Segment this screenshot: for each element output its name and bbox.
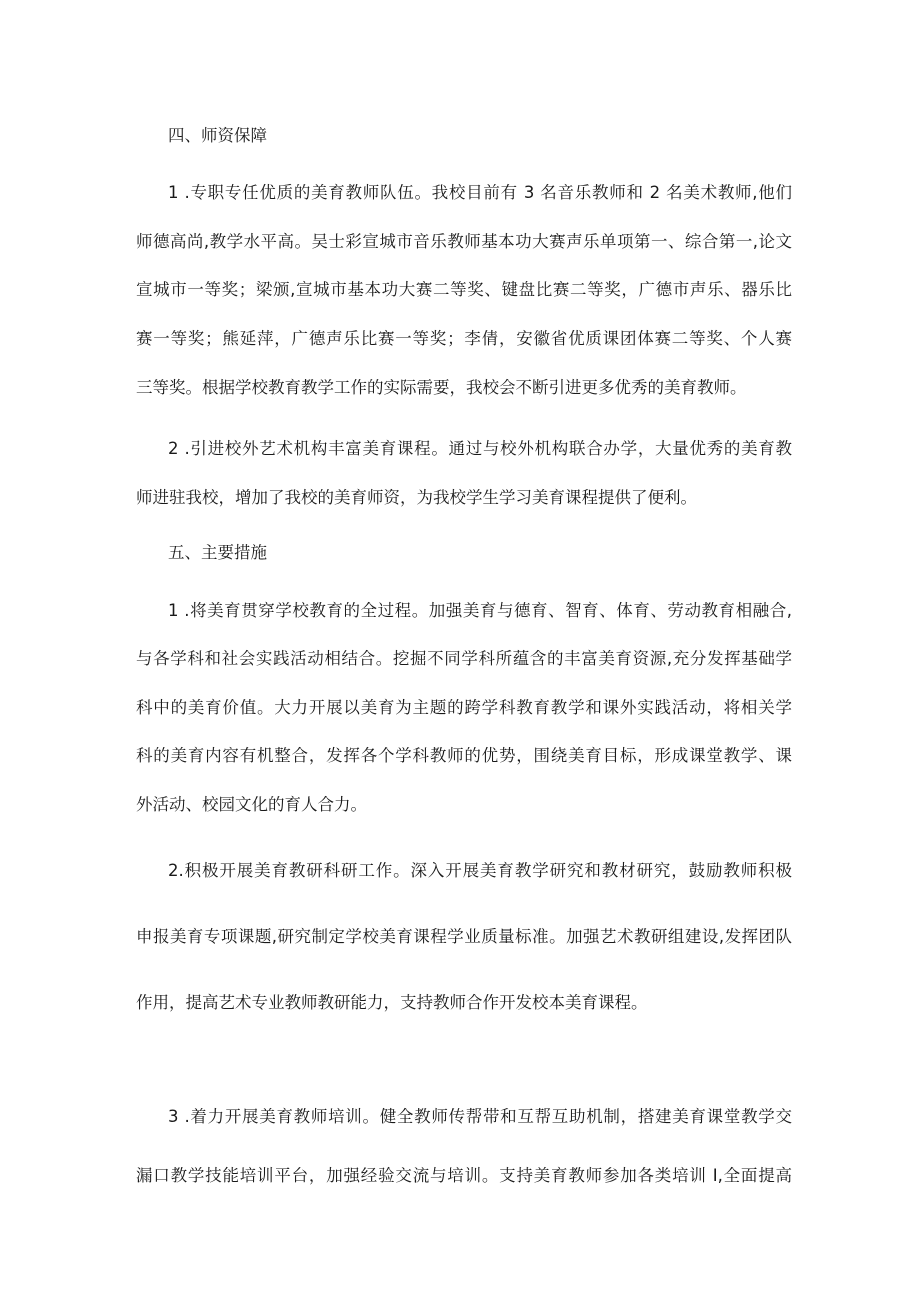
para-line: 3 .着力开展美育教师培训。健全教师传帮带和互帮互助机制，搭建美育课堂教学交 xyxy=(168,1107,792,1126)
para-line: 外活动、校园文化的育人合力。 xyxy=(136,795,367,814)
para-line: 师德高尚,教学水平高。吴士彩宣城市音乐教师基本功大赛声乐单项第一、综合第一,论文 xyxy=(136,232,792,251)
para-line: 1 .专职专任优质的美育教师队伍。我校目前有 3 名音乐教师和 2 名美术教师,他们 xyxy=(168,183,792,202)
section-heading-5: 五、主要措施 xyxy=(168,543,267,562)
para-line: 1 .将美育贯穿学校教育的全过程。加强美育与德育、智育、体育、劳动教育相融合, xyxy=(168,601,792,620)
para-line: 2 .引进校外艺术机构丰富美育课程。通过与校外机构联合办学，大量优秀的美育教 xyxy=(168,439,792,458)
para-line: 科的美育内容有机整合，发挥各个学科教师的优势，围绕美育目标，形成课堂教学、课 xyxy=(136,746,792,765)
para-line: 科中的美育价值。大力开展以美育为主题的跨学科教育教学和课外实践活动，将相关学 xyxy=(136,698,792,717)
section-heading-4: 四、师资保障 xyxy=(168,126,267,145)
para-line: 三等奖。根据学校教育教学工作的实际需要，我校会不断引进更多优秀的美育教师。 xyxy=(136,378,747,397)
para-line: 与各学科和社会实践活动相结合。挖掘不同学科所蕴含的丰富美育资源,充分发挥基础学 xyxy=(136,649,792,668)
para-line: 赛一等奖；熊延萍，广德声乐比赛一等奖；李倩，安徽省优质课团体赛二等奖、个人赛 xyxy=(136,329,792,348)
para-line: 2.积极开展美育教研科研工作。深入开展美育教学研究和教材研究，鼓励教师积极 xyxy=(168,861,792,880)
para-line: 宣城市一等奖；梁颁,宣城市基本功大赛二等奖、键盘比赛二等奖，广德市声乐、器乐比 xyxy=(136,280,792,299)
para-line: 漏口教学技能培训平台，加强经验交流与培训。支持美育教师参加各类培训 I,全面提高 xyxy=(136,1166,792,1185)
para-line: 师进驻我校，增加了我校的美育师资，为我校学生学习美育课程提供了便利。 xyxy=(136,488,697,507)
para-line: 作用，提高艺术专业教师教研能力，支持教师合作开发校本美育课程。 xyxy=(136,993,648,1012)
para-line: 申报美育专项课题,研究制定学校美育课程学业质量标准。加强艺术教研组建设,发挥团队 xyxy=(136,927,792,946)
